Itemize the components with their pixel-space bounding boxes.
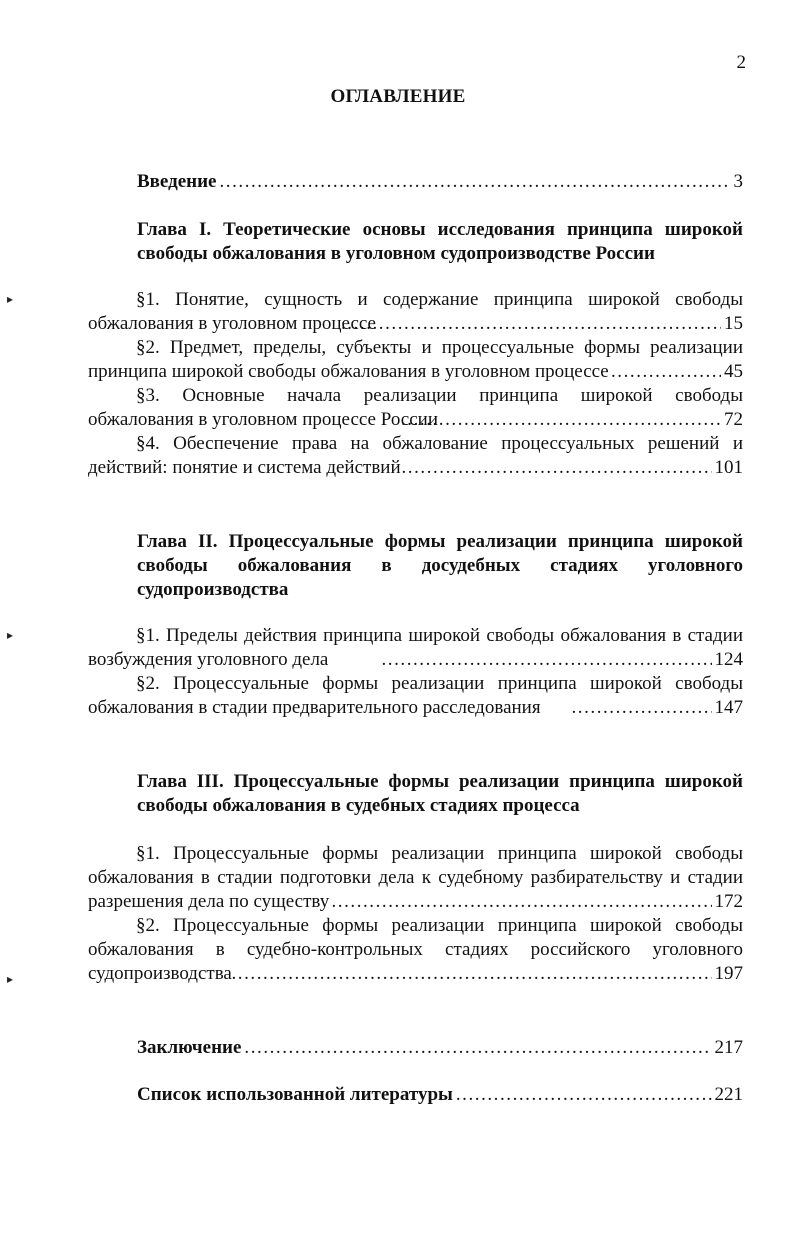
leader-dots xyxy=(220,170,731,194)
leader-dots xyxy=(244,1036,711,1060)
section-page: 172 xyxy=(714,891,743,912)
toc-conclusion[interactable] xyxy=(137,1036,743,1060)
chapter-3-title[interactable]: Глава III. Процессуальные формы реализации принципа широкой свободы обжалования в судебных стадиях процесса xyxy=(137,771,743,816)
leader-dots xyxy=(382,648,712,672)
section-page: 124 xyxy=(714,649,743,670)
chapter-3-section-1[interactable] xyxy=(88,842,743,914)
section-page: 45 xyxy=(724,361,743,382)
chapter-1-section-3[interactable] xyxy=(88,384,743,432)
chapter-2-section-1[interactable] xyxy=(88,624,743,672)
toc-intro-label: Введение xyxy=(137,171,217,192)
toc-conclusion-page: 217 xyxy=(714,1037,743,1058)
section-page: 197 xyxy=(714,963,743,984)
chapter-3-section-2[interactable] xyxy=(88,914,743,986)
toc-bibliography-page: 221 xyxy=(714,1084,743,1105)
section-text: §1. Процессуальные формы реализации принципа широкой свободы обжалования в стадии подготовки дела к судебному разбирательству и стадии разрешения дела по существу xyxy=(88,843,743,912)
section-page: 147 xyxy=(714,697,743,718)
scan-mark: ▸ xyxy=(7,972,14,986)
section-text: §2. Предмет, пределы, субъекты и процессуальные формы реализации принципа широкой свободы обжалования в уголовном процессе xyxy=(88,337,743,382)
chapter-1-title[interactable]: Глава I. Теоретические основы исследования принципа широкой свободы обжалования в уголовном судопроизводстве России xyxy=(137,219,743,264)
toc-bibliography[interactable] xyxy=(137,1083,743,1107)
toc-conclusion-label: Заключение xyxy=(137,1037,242,1058)
section-text: §1. Понятие, сущность и содержание принципа широкой свободы обжалования в уголовном процессе xyxy=(88,289,743,334)
section-page: 72 xyxy=(724,409,743,430)
leader-dots xyxy=(402,456,712,480)
page-title: ОГЛАВЛЕНИЕ xyxy=(330,86,466,107)
section-text: §3. Основные начала реализации принципа широкой свободы обжалования в уголовном процессе России xyxy=(88,385,743,430)
leader-dots xyxy=(611,360,721,384)
section-page: 15 xyxy=(724,313,743,334)
section-page: 101 xyxy=(714,457,743,478)
leader-dots xyxy=(456,1083,712,1107)
leader-dots xyxy=(332,890,712,914)
section-text: §1. Пределы действия принципа широкой свободы обжалования в стадии возбуждения уголовного дела xyxy=(88,625,743,670)
section-text: §4. Обеспечение права на обжалование процессуальных решений и действий: понятие и система действий xyxy=(88,433,743,478)
chapter-2-section-2[interactable] xyxy=(88,672,743,720)
section-text: §2. Процессуальные формы реализации принципа широкой свободы обжалования в судебно-контрольных стадиях российского уголовного судопроизводства xyxy=(88,915,743,984)
section-text: §2. Процессуальные формы реализации принципа широкой свободы обжалования в стадии предварительного расследования xyxy=(88,673,743,718)
leader-dots xyxy=(341,312,721,336)
page-number: 2 xyxy=(736,52,746,73)
toc-bibliography-label: Список использованной литературы xyxy=(137,1084,453,1105)
chapter-1-section-1[interactable] xyxy=(88,288,743,336)
scan-mark: ▸ xyxy=(7,292,14,306)
scan-mark: ▸ xyxy=(7,628,14,642)
chapter-1-section-4[interactable] xyxy=(88,432,743,480)
chapter-2-title[interactable]: Глава II. Процессуальные формы реализации принципа широкой свободы обжалования в досудебных стадиях уголовного судопроизводства xyxy=(137,531,743,600)
chapter-1-section-2[interactable] xyxy=(88,336,743,384)
leader-dots xyxy=(401,408,721,432)
leader-dots xyxy=(572,696,712,720)
leader-dots xyxy=(232,962,712,986)
toc-intro[interactable] xyxy=(137,170,743,194)
toc-intro-page: 3 xyxy=(733,171,743,192)
